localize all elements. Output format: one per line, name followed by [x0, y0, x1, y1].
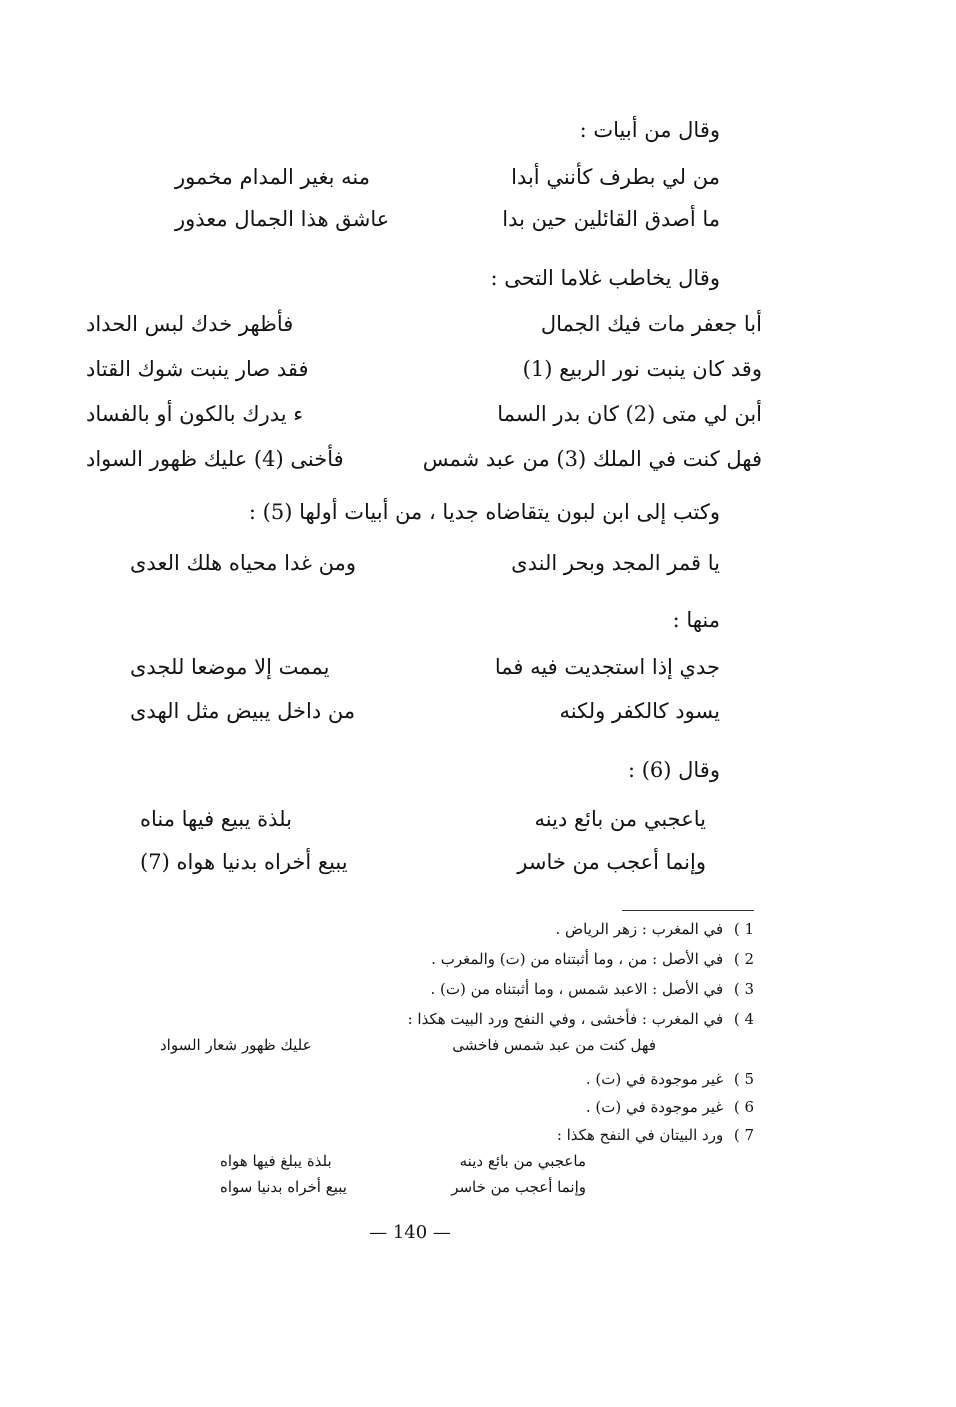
footnote-number: 1 ) [733, 920, 754, 938]
poem4-verse-2 [0, 694, 956, 728]
verse-hemistich-2: عليك ظهور شعار السواد [160, 1036, 312, 1054]
poem2-verse-4 [0, 442, 956, 476]
poem3-verse-1 [0, 546, 956, 580]
footnote-number: 3 ) [733, 980, 754, 998]
footnote-separator [622, 910, 754, 911]
intro-line-4: منها : [672, 608, 720, 632]
poem2-verse-1 [0, 307, 956, 341]
footnote-3 [430, 978, 754, 1000]
verse-hemistich-1: وإنما أعجب من خاسر [517, 850, 706, 874]
poem5-verse-1 [0, 802, 956, 836]
verse-hemistich-1: ماعجبي من بائع دينه [459, 1152, 586, 1170]
footnote-1 [556, 918, 754, 940]
intro-line-1: وقال من أبيات : [579, 118, 720, 142]
intro-line-5: وقال (6) : [627, 758, 720, 782]
verse-hemistich-2: يبيع أخراه بدنيا سواه [220, 1178, 347, 1196]
footnote-text: غير موجودة في (ت) . [585, 1098, 724, 1116]
verse-hemistich-1: يا قمر المجد وبحر الندى [511, 551, 720, 575]
verse-hemistich-2: فأظهر خدك لبس الحداد [86, 312, 294, 336]
footnote-4 [408, 1008, 754, 1030]
verse-hemistich-1: جدي إذا استجديت فيه فما [494, 655, 720, 679]
verse-hemistich-2: يممت إلا موضعا للجدى [130, 655, 330, 679]
verse-hemistich-1: وقد كان ينبت نور الربيع (1) [522, 357, 762, 381]
poem1-verse-2 [0, 202, 956, 236]
footnote-text: في المغرب : فأخشى ، وفي النفح ورد البيت هكذا : [407, 1010, 724, 1028]
poem2-verse-2 [0, 352, 956, 386]
footnote-7 [557, 1124, 754, 1146]
verse-hemistich-2: عاشق هذا الجمال معذور [175, 207, 390, 231]
verse-hemistich-2: ومن غدا محياه هلك العدى [130, 551, 357, 575]
footnote-5 [586, 1068, 754, 1090]
verse-hemistich-1: فهل كنت من عبد شمس فاخشى [452, 1036, 656, 1054]
footnote-text: في الأصل : من ، وما أثبتناه من (ت) والمغرب . [431, 950, 724, 968]
page-number: — 140 — [369, 1222, 451, 1243]
footnote-text: غير موجودة في (ت) . [585, 1070, 724, 1088]
footnote-text: في المغرب : زهر الرياض . [555, 920, 724, 938]
footnote-text: في الأصل : الاعبد شمس ، وما أثبتناه من (ت) . [430, 980, 724, 998]
verse-hemistich-2: فقد صار ينبت شوك القتاد [86, 357, 309, 381]
verse-hemistich-1: ياعجبي من بائع دينه [534, 807, 706, 831]
intro-line-2: وقال يخاطب غلاما التحى : [490, 266, 720, 290]
footnote-number: 6 ) [733, 1098, 754, 1116]
poem2-verse-3 [0, 397, 956, 431]
intro-line-3: وكتب إلى ابن لبون يتقاضاه جديا ، من أبيات أولها (5) : [248, 500, 720, 524]
footnote-text: ورد البيتان في النفح هكذا : [556, 1126, 724, 1144]
verse-hemistich-1: من لي بطرف كأنني أبدا [511, 165, 720, 189]
verse-hemistich-2: ء يدرك بالكون أو بالفساد [86, 402, 304, 426]
footnote-6 [586, 1096, 754, 1118]
verse-hemistich-2: بلذة يبيع فيها مناه [140, 807, 292, 831]
poem4-verse-1 [0, 650, 956, 684]
footnote-number: 5 ) [733, 1070, 754, 1088]
footnote-number: 2 ) [733, 950, 754, 968]
verse-hemistich-2: بلذة يبلغ فيها هواه [220, 1152, 332, 1170]
footnote-2 [431, 948, 754, 970]
verse-hemistich-1: أبن لي متى (2) كان بدر السما [497, 402, 762, 426]
poem5-verse-2 [0, 845, 956, 879]
footnote-number: 7 ) [733, 1126, 754, 1144]
verse-hemistich-1: ما أصدق القائلين حين بدا [502, 207, 720, 231]
verse-hemistich-1: أبا جعفر مات فيك الجمال [540, 312, 762, 336]
footnote-number: 4 ) [733, 1010, 754, 1028]
verse-hemistich-2: يبيع أخراه بدنيا هواه (7) [140, 850, 348, 874]
verse-hemistich-2: منه بغير المدام مخمور [175, 165, 370, 189]
verse-hemistich-2: فأخنى (4) عليك ظهور السواد [86, 447, 344, 471]
verse-hemistich-1: فهل كنت في الملك (3) من عبد شمس [422, 447, 762, 471]
verse-hemistich-1: يسود كالكفر ولكنه [559, 699, 720, 723]
verse-hemistich-1: وإنما أعجب من خاسر [451, 1178, 586, 1196]
poem1-verse-1 [0, 160, 956, 194]
verse-hemistich-2: من داخل يبيض مثل الهدى [130, 699, 356, 723]
